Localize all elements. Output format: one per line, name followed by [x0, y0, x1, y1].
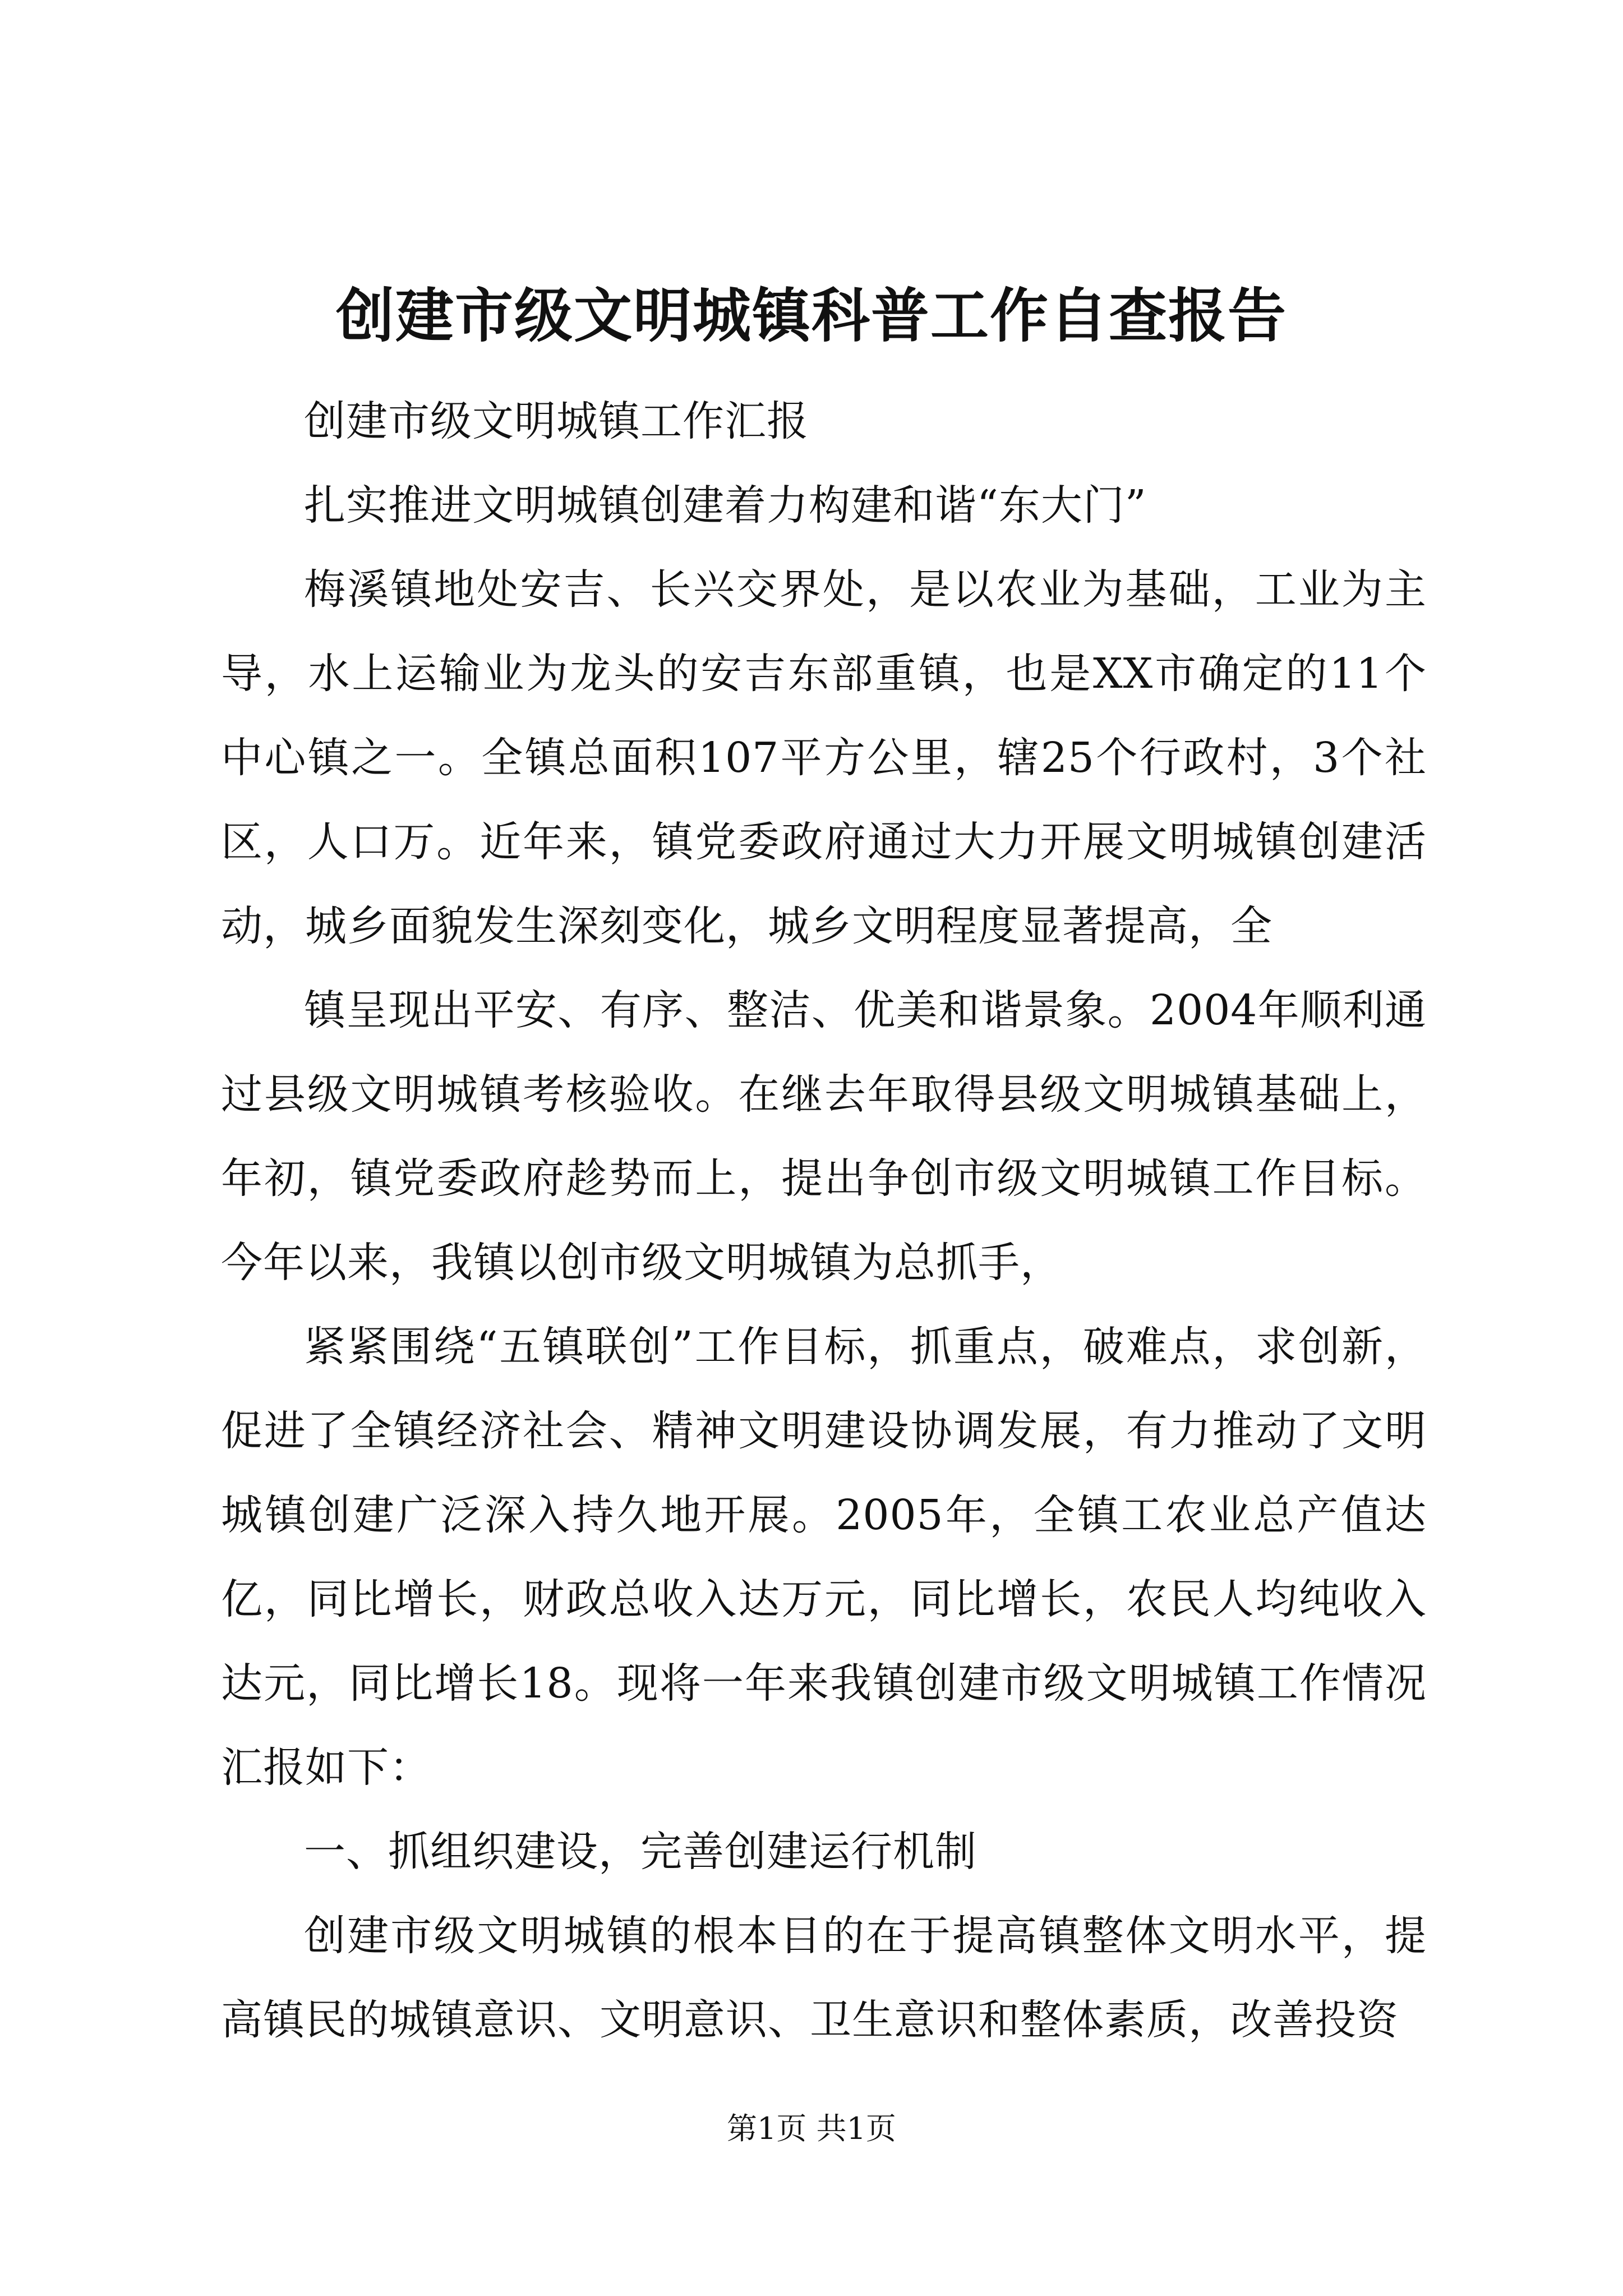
section-heading-1: 一、抓组织建设，完善创建运行机制 [304, 1828, 977, 1876]
paragraph-goals: 紧紧围绕“五镇联创”工作目标，抓重点，破难点，求创新，促进了全镇经济社会、精神文明建设协调发展，有力推动了文明城镇创建广泛深入持久地开展。2005年，全镇工农业总产值达亿，同比增长，财政总收入达万元，同比增长，农民人均纯收入达元，同比增长18。现将一年来我镇创建市级文明城镇工作情况汇报如下： [221, 1323, 1427, 1792]
document-body [221, 379, 1427, 2062]
paragraph-subtitle: 扎实推进文明城镇创建着力构建和谐“东大门” [304, 481, 1147, 530]
page-number-footer: 第1页 共1页 [727, 2111, 896, 2146]
paragraph-report-heading: 创建市级文明城镇工作汇报 [304, 397, 809, 445]
document-title: 创建市级文明城镇科普工作自查报告 [335, 281, 1287, 350]
paragraph-section-1: 创建市级文明城镇的根本目的在于提高镇整体文明水平，提高镇民的城镇意识、文明意识、卫生意识和整体素质，改善投资 [221, 1912, 1427, 2044]
paragraph-achievements: 镇呈现出平安、有序、整洁、优美和谐景象。2004年顺利通过县级文明城镇考核验收。在继去年取得县级文明城镇基础上，年初，镇党委政府趁势而上，提出争创市级文明城镇工作目标。今年以来，我镇以创市级文明城镇为总抓手， [221, 986, 1427, 1287]
paragraph-town-overview: 梅溪镇地处安吉、长兴交界处，是以农业为基础，工业为主导，水上运输业为龙头的安吉东部重镇，也是XX市确定的11个中心镇之一。全镇总面积107平方公里，辖25个行政村，3个社区，人口万。近年来，镇党委政府通过大力开展文明城镇创建活动，城乡面貌发生深刻变化，城乡文明程度显著提高，全 [221, 565, 1427, 950]
